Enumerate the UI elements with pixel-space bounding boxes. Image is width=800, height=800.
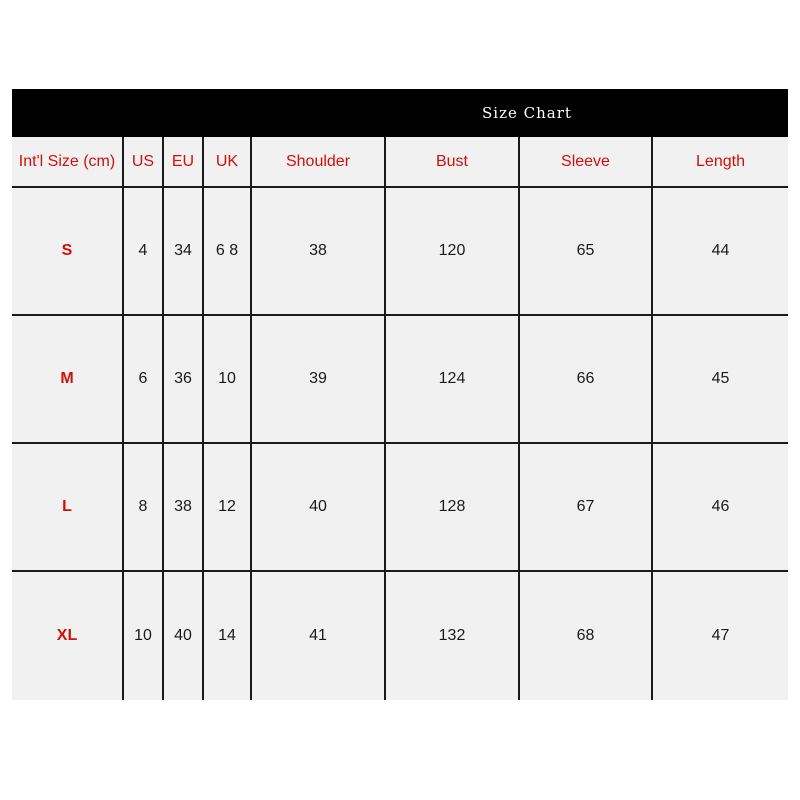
row-xl-eu: 40 xyxy=(164,572,204,700)
header-sleeve: Sleeve xyxy=(520,137,653,188)
row-l-sleeve: 67 xyxy=(520,444,653,572)
header-bust: Bust xyxy=(386,137,520,188)
row-s-length: 44 xyxy=(653,188,788,316)
size-chart xyxy=(12,89,788,700)
row-l-bust: 128 xyxy=(386,444,520,572)
size-table xyxy=(12,137,788,700)
header-shoulder: Shoulder xyxy=(252,137,386,188)
row-s-eu: 34 xyxy=(164,188,204,316)
header-us: US xyxy=(124,137,164,188)
header-intl-size: Int'l Size (cm) xyxy=(12,137,124,188)
row-xl-bust: 132 xyxy=(386,572,520,700)
row-l-uk: 12 xyxy=(204,444,252,572)
row-l-intl-size: L xyxy=(12,444,124,572)
row-s-sleeve: 65 xyxy=(520,188,653,316)
row-xl-shoulder: 41 xyxy=(252,572,386,700)
title-bar xyxy=(12,89,788,137)
row-xl-sleeve: 68 xyxy=(520,572,653,700)
row-s-bust: 120 xyxy=(386,188,520,316)
row-m-uk: 10 xyxy=(204,316,252,444)
row-m-bust: 124 xyxy=(386,316,520,444)
header-length: Length xyxy=(653,137,788,188)
row-m-eu: 36 xyxy=(164,316,204,444)
chart-title: Size Chart xyxy=(482,104,572,122)
row-xl-length: 47 xyxy=(653,572,788,700)
row-l-shoulder: 40 xyxy=(252,444,386,572)
row-xl-uk: 14 xyxy=(204,572,252,700)
row-s-shoulder: 38 xyxy=(252,188,386,316)
row-xl-intl-size: XL xyxy=(12,572,124,700)
row-s-us: 4 xyxy=(124,188,164,316)
row-m-length: 45 xyxy=(653,316,788,444)
row-m-sleeve: 66 xyxy=(520,316,653,444)
row-m-intl-size: M xyxy=(12,316,124,444)
row-m-us: 6 xyxy=(124,316,164,444)
row-xl-us: 10 xyxy=(124,572,164,700)
row-s-uk: 6 8 xyxy=(204,188,252,316)
row-l-us: 8 xyxy=(124,444,164,572)
header-uk: UK xyxy=(204,137,252,188)
row-m-shoulder: 39 xyxy=(252,316,386,444)
row-s-intl-size: S xyxy=(12,188,124,316)
row-l-length: 46 xyxy=(653,444,788,572)
header-eu: EU xyxy=(164,137,204,188)
row-l-eu: 38 xyxy=(164,444,204,572)
